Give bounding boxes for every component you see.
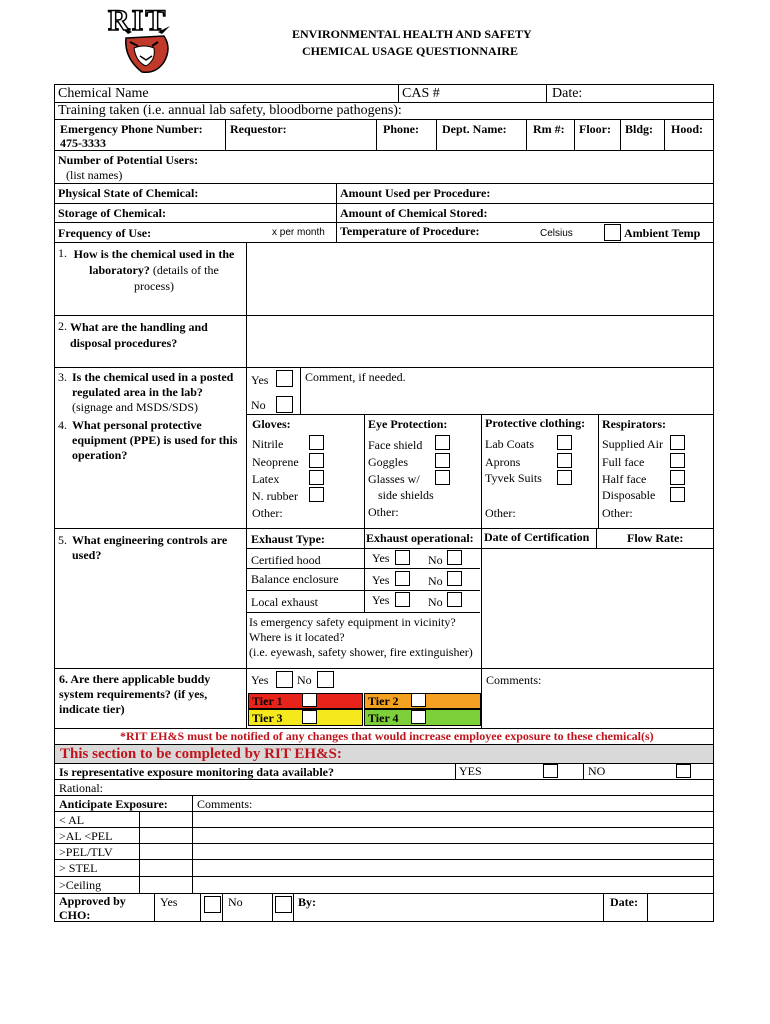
q3-comment-field[interactable]: Comment, if needed. xyxy=(305,370,406,384)
emergency-phone-label: Emergency Phone Number: xyxy=(60,122,203,136)
gloves-title: Gloves: xyxy=(252,417,291,431)
q3-bold: Is the chemical used in a posted regulated area in the lab? xyxy=(72,370,234,399)
ehs-section-title: This section to be completed by RIT EH&S: xyxy=(60,746,342,762)
resp-supplied-label: Supplied Air xyxy=(602,437,664,451)
approved-no-checkbox[interactable] xyxy=(275,896,292,913)
eye-goggles-label: Goggles xyxy=(368,455,408,469)
exhaust-row1-yes-label: Yes xyxy=(372,551,390,565)
list-names-hint: (list names) xyxy=(66,168,123,182)
q6-no-label: No xyxy=(297,673,312,687)
clothing-aprons-label: Aprons xyxy=(485,455,521,469)
glove-nitrile-checkbox[interactable] xyxy=(309,435,324,450)
q1-question xyxy=(70,246,238,294)
floor-field[interactable]: Floor: xyxy=(579,122,611,136)
exhaust-type-title: Exhaust Type: xyxy=(251,532,325,546)
per-month-label: x per month xyxy=(272,227,325,238)
exhaust-row3-no-checkbox[interactable] xyxy=(447,592,462,607)
approved-by-cho-label: Approved by CHO: xyxy=(59,894,126,922)
tier4-label: Tier 4 xyxy=(368,711,399,725)
exhaust-certified-hood-label: Certified hood xyxy=(251,553,321,567)
q1-bold: How is the chemical used in the laboratory? xyxy=(73,247,235,277)
exposure-level-ceiling: >Ceiling xyxy=(59,878,102,892)
amount-used-field[interactable]: Amount Used per Procedure: xyxy=(340,186,491,200)
anticipate-comments-field[interactable]: Comments: xyxy=(197,797,253,811)
clothing-title: Protective clothing: xyxy=(485,416,586,430)
clothing-tyvek-checkbox[interactable] xyxy=(557,470,572,485)
exhaust-row3-yes-label: Yes xyxy=(372,593,390,607)
glove-neoprene-checkbox[interactable] xyxy=(309,453,324,468)
q1-number: 1. xyxy=(58,246,67,260)
clothing-labcoats-label: Lab Coats xyxy=(485,437,534,451)
rit-logo xyxy=(106,4,184,76)
q6-no-checkbox[interactable] xyxy=(317,671,334,688)
approved-yes-label: Yes xyxy=(160,895,178,909)
q3-number: 3. xyxy=(58,370,67,384)
q3-question xyxy=(72,370,242,415)
clothing-labcoats-checkbox[interactable] xyxy=(557,435,572,450)
tier2-label: Tier 2 xyxy=(368,694,399,708)
q3-rest: (signage and MSDS/SDS) xyxy=(72,400,199,414)
page-subtitle: CHEMICAL USAGE QUESTIONNAIRE xyxy=(302,44,519,58)
exposure-level-al-pel: >AL <PEL xyxy=(59,829,113,843)
monitoring-yes-checkbox[interactable] xyxy=(543,764,558,778)
amount-stored-field[interactable]: Amount of Chemical Stored: xyxy=(340,206,488,220)
q2-answer-area[interactable] xyxy=(248,317,712,365)
exhaust-operational-title: Exhaust operational: xyxy=(366,531,474,545)
monitoring-question: Is representative exposure monitoring data available? xyxy=(59,765,334,779)
approved-yes-checkbox[interactable] xyxy=(204,896,221,913)
clothing-aprons-checkbox[interactable] xyxy=(557,453,572,468)
potential-users-field[interactable]: Number of Potential Users: xyxy=(58,153,199,167)
phone-field[interactable]: Phone: xyxy=(383,122,419,136)
exhaust-row2-no-checkbox[interactable] xyxy=(447,571,462,586)
clothing-other-field[interactable]: Other: xyxy=(485,506,516,520)
logo-text: RIT xyxy=(108,4,168,37)
monitoring-yes-label: YES xyxy=(459,764,482,778)
exposure-level-al: < AL xyxy=(59,813,85,827)
exhaust-row3-yes-checkbox[interactable] xyxy=(395,592,410,607)
flow-rate-title: Flow Rate: xyxy=(627,531,684,545)
q6-yes-label: Yes xyxy=(251,673,269,687)
q3-no-label: No xyxy=(251,398,266,412)
exhaust-row1-yes-checkbox[interactable] xyxy=(395,550,410,565)
resp-supplied-checkbox[interactable] xyxy=(670,435,685,450)
anticipate-exposure-label: Anticipate Exposure: xyxy=(59,797,168,811)
tier3-label: Tier 3 xyxy=(252,711,283,725)
q6-yes-checkbox[interactable] xyxy=(276,671,293,688)
eye-other-field[interactable]: Other: xyxy=(368,505,399,519)
room-field[interactable]: Rm #: xyxy=(533,122,565,136)
emergency-phone-number: 475-3333 xyxy=(60,136,106,150)
q6-comments-field[interactable]: Comments: xyxy=(486,673,542,687)
requestor-field[interactable]: Requestor: xyxy=(230,122,287,136)
resp-fullface-checkbox[interactable] xyxy=(670,453,685,468)
glove-latex-checkbox[interactable] xyxy=(309,470,324,485)
eye-sideshields-label: side shields xyxy=(378,488,434,502)
celsius-label: Celsius xyxy=(540,228,573,239)
exhaust-local-label: Local exhaust xyxy=(251,595,318,609)
q2-question: What are the handling and disposal procedures? xyxy=(70,320,208,350)
notification-notice: *RIT EH&S must be notified of any changes that would increase employee exposure to these chemical(s) xyxy=(120,729,654,743)
tier2-checkbox[interactable] xyxy=(411,693,426,707)
dept-name-field[interactable]: Dept. Name: xyxy=(442,122,507,136)
q4-number: 4. xyxy=(58,418,67,432)
q3-yes-checkbox[interactable] xyxy=(276,370,293,387)
ambient-temp-label: Ambient Temp xyxy=(624,226,701,240)
exhaust-row3-no-label: No xyxy=(428,595,443,609)
glove-other-field[interactable]: Other: xyxy=(252,506,283,520)
resp-halfface-label: Half face xyxy=(602,472,647,486)
q1-answer-area[interactable] xyxy=(248,244,712,314)
eye-glasses-checkbox[interactable] xyxy=(435,470,450,485)
exhaust-row2-yes-checkbox[interactable] xyxy=(395,571,410,586)
chemical-name-field[interactable]: Chemical Name xyxy=(58,86,149,101)
exposure-level-stel: > STEL xyxy=(59,861,98,875)
emergency-equipment-question: Is emergency safety equipment in vicinity? xyxy=(249,615,456,629)
q1-rest: (details of the process) xyxy=(134,263,219,293)
exhaust-row2-no-label: No xyxy=(428,574,443,588)
tier4-checkbox[interactable] xyxy=(411,710,426,724)
date-certification-title: Date of Certification xyxy=(484,530,590,544)
glove-nitrile-label: Nitrile xyxy=(252,437,284,451)
q3-yes-label: Yes xyxy=(251,373,269,387)
approved-no-label: No xyxy=(228,895,243,909)
ambient-temp-checkbox[interactable] xyxy=(604,224,621,241)
resp-halfface-checkbox[interactable] xyxy=(670,470,685,485)
glove-nrubber-label: N. rubber xyxy=(252,489,298,503)
frequency-field[interactable]: Frequency of Use: xyxy=(58,226,152,240)
glove-nrubber-checkbox[interactable] xyxy=(309,487,324,502)
clothing-tyvek-label: Tyvek Suits xyxy=(485,471,542,485)
eye-faceshield-checkbox[interactable] xyxy=(435,435,450,450)
tier3-checkbox[interactable] xyxy=(302,710,317,724)
q2-number: 2. xyxy=(58,319,67,333)
training-field[interactable]: Training taken (i.e. annual lab safety, bloodborne pathogens): xyxy=(58,103,402,118)
resp-fullface-label: Full face xyxy=(602,455,645,469)
eye-protection-title: Eye Protection: xyxy=(368,417,448,431)
page-title: ENVIRONMENTAL HEALTH AND SAFETY xyxy=(292,27,532,41)
monitoring-no-checkbox[interactable] xyxy=(676,764,691,778)
resp-disposable-label: Disposable xyxy=(602,488,656,502)
exhaust-balance-enclosure-label: Balance enclosure xyxy=(251,572,339,586)
q5-question: What engineering controls are used? xyxy=(72,533,228,562)
glove-latex-label: Latex xyxy=(252,472,280,486)
hood-field[interactable]: Hood: xyxy=(671,122,704,136)
exposure-level-pel-tlv: >PEL/TLV xyxy=(59,845,113,859)
cas-field[interactable]: CAS # xyxy=(402,86,440,101)
respirators-title: Respirators: xyxy=(602,417,666,431)
emergency-location-question: Where is it located? xyxy=(249,630,345,644)
approved-by-field[interactable]: By: xyxy=(298,895,316,909)
exhaust-row1-no-label: No xyxy=(428,553,443,567)
monitoring-no-label: NO xyxy=(588,764,606,778)
resp-disposable-checkbox[interactable] xyxy=(670,487,685,502)
q3-no-checkbox[interactable] xyxy=(276,396,293,413)
resp-other-field[interactable]: Other: xyxy=(602,506,633,520)
q4-question: What personal protective equipment (PPE) is used for this operation? xyxy=(72,418,238,462)
exhaust-row2-yes-label: Yes xyxy=(372,573,390,587)
tier1-label: Tier 1 xyxy=(252,694,283,708)
tier1-checkbox[interactable] xyxy=(302,693,317,707)
q6-question: 6. Are there applicable buddy system requirements? (if yes, indicate tier) xyxy=(59,672,211,716)
emergency-examples: (i.e. eyewash, safety shower, fire extinguisher) xyxy=(249,645,473,659)
storage-field[interactable]: Storage of Chemical: xyxy=(58,206,166,220)
date-field[interactable]: Date: xyxy=(552,86,583,101)
q5-number: 5. xyxy=(58,533,67,547)
rational-field[interactable]: Rational: xyxy=(59,781,103,795)
glove-neoprene-label: Neoprene xyxy=(252,455,299,469)
eye-glasses-label: Glasses w/ xyxy=(368,472,420,486)
exhaust-row1-no-checkbox[interactable] xyxy=(447,550,462,565)
approved-date-field[interactable]: Date: xyxy=(610,895,638,909)
temperature-field[interactable]: Temperature of Procedure: xyxy=(340,224,480,238)
eye-faceshield-label: Face shield xyxy=(368,438,423,452)
physical-state-field[interactable]: Physical State of Chemical: xyxy=(58,186,199,200)
building-field[interactable]: Bldg: xyxy=(625,122,654,136)
eye-goggles-checkbox[interactable] xyxy=(435,453,450,468)
